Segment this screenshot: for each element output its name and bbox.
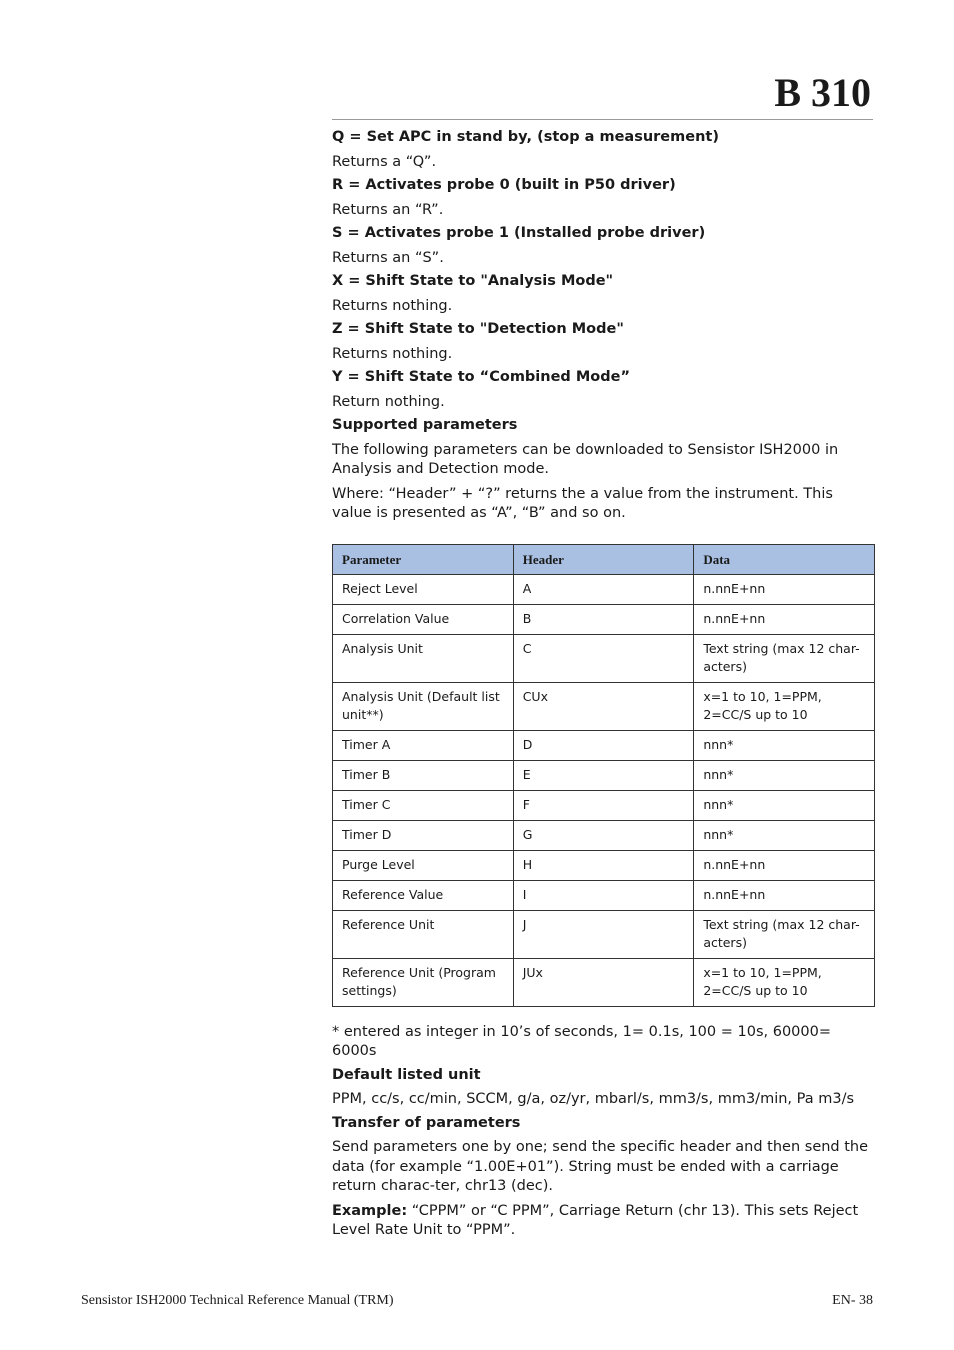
page-title: B 310 — [774, 70, 871, 115]
table-cell: n.nnE+nn — [694, 604, 875, 634]
table-cell: Text string (max 12 char-acters) — [694, 634, 875, 682]
column-header-parameter: Parameter — [333, 544, 514, 574]
example-label: Example: — [332, 1202, 408, 1219]
transfer-text: Send parameters one by one; send the specific header and then send the data (for example “1.00E+01”). String must be ended with a carriage return charac-ter, chr13 (dec). — [332, 1139, 869, 1194]
section-heading: S = Activates probe 1 (Installed probe driver) — [332, 225, 706, 241]
table-cell: n.nnE+nn — [694, 574, 875, 604]
section-text: Return nothing. — [332, 393, 445, 410]
table-row — [333, 790, 875, 820]
supported-para-2: Where: “Header” + “?” returns the a value from the instrument. This value is presented as “A”, “B” and so on. — [332, 485, 833, 521]
table-row — [333, 958, 875, 1006]
supported-para-1: The following parameters can be downloaded to Sensistor ISH2000 in Analysis and Detection mode. — [332, 441, 839, 477]
section-text: Returns an “R”. — [332, 201, 444, 218]
table-header-row — [333, 544, 875, 574]
table-row — [333, 682, 875, 730]
table-cell: F — [513, 790, 694, 820]
table-cell: Correlation Value — [333, 604, 514, 634]
table-row — [333, 850, 875, 880]
supported-heading: Supported parameters — [332, 417, 518, 433]
section-heading: Q = Set APC in stand by, (stop a measurement) — [332, 129, 719, 145]
table-cell: Reference Unit (Program settings) — [333, 958, 514, 1006]
section-text: Returns nothing. — [332, 345, 453, 362]
table-cell: Analysis Unit (Default list unit**) — [333, 682, 514, 730]
section-heading: X = Shift State to "Analysis Mode" — [332, 273, 614, 289]
table-cell: CUx — [513, 682, 694, 730]
section-heading: Z = Shift State to "Detection Mode" — [332, 321, 624, 337]
table-cell: Purge Level — [333, 850, 514, 880]
default-unit-text: PPM, cc/s, cc/min, SCCM, g/a, oz/yr, mbarl/s, mm3/s, mm3/min, Pa m3/s — [332, 1091, 855, 1107]
table-cell: Timer D — [333, 820, 514, 850]
table-cell: n.nnE+nn — [694, 880, 875, 910]
table-row — [333, 634, 875, 682]
example-paragraph — [332, 1202, 874, 1241]
table-cell: A — [513, 574, 694, 604]
table-cell: Timer A — [333, 730, 514, 760]
table-cell: C — [513, 634, 694, 682]
footer-manual-title: Sensistor ISH2000 Technical Reference Manual (TRM) — [81, 1293, 394, 1308]
section-text: Returns nothing. — [332, 297, 453, 314]
table-cell: nnn* — [694, 820, 875, 850]
table-cell: G — [513, 820, 694, 850]
table-cell: x=1 to 10, 1=PPM, 2=CC/S up to 10 — [694, 958, 875, 1006]
header-divider — [332, 119, 873, 120]
section-heading: R = Activates probe 0 (built in P50 driver) — [332, 177, 676, 193]
example-text: “CPPM” or “C PPM”, Carriage Return (chr 13). This sets Reject Level Rate Unit to “PPM”. — [332, 1202, 859, 1238]
table-row — [333, 760, 875, 790]
column-header-header: Header — [513, 544, 694, 574]
table-cell: Reference Unit — [333, 910, 514, 958]
default-unit-heading: Default listed unit — [332, 1066, 481, 1083]
table-row — [333, 574, 875, 604]
transfer-heading: Transfer of parameters — [332, 1114, 521, 1131]
table-row — [333, 910, 875, 958]
table-cell: nnn* — [694, 790, 875, 820]
page-content — [332, 128, 874, 1241]
table-row — [333, 604, 875, 634]
table-row — [333, 730, 875, 760]
table-cell: x=1 to 10, 1=PPM, 2=CC/S up to 10 — [694, 682, 875, 730]
table-cell: Reference Value — [333, 880, 514, 910]
table-cell: I — [513, 880, 694, 910]
table-cell: E — [513, 760, 694, 790]
table-cell: Timer B — [333, 760, 514, 790]
table-cell: J — [513, 910, 694, 958]
table-cell: B — [513, 604, 694, 634]
table-cell: Text string (max 12 char-acters) — [694, 910, 875, 958]
section-text: Returns an “S”. — [332, 249, 444, 266]
table-cell: D — [513, 730, 694, 760]
section-heading: Y = Shift State to “Combined Mode” — [332, 369, 630, 385]
footer-page-number: EN- 38 — [832, 1293, 873, 1308]
table-footnote: * entered as integer in 10’s of seconds, 1= 0.1s, 100 = 10s, 60000= 6000s — [332, 1023, 832, 1059]
table-cell: Timer C — [333, 790, 514, 820]
table-row — [333, 820, 875, 850]
table-cell: Analysis Unit — [333, 634, 514, 682]
section-text: Returns a “Q”. — [332, 153, 437, 170]
table-cell: JUx — [513, 958, 694, 1006]
table-cell: nnn* — [694, 730, 875, 760]
column-header-data: Data — [694, 544, 875, 574]
table-cell: Reject Level — [333, 574, 514, 604]
table-cell: nnn* — [694, 760, 875, 790]
table-row — [333, 880, 875, 910]
parameters-table — [332, 544, 875, 1007]
table-cell: n.nnE+nn — [694, 850, 875, 880]
table-cell: H — [513, 850, 694, 880]
